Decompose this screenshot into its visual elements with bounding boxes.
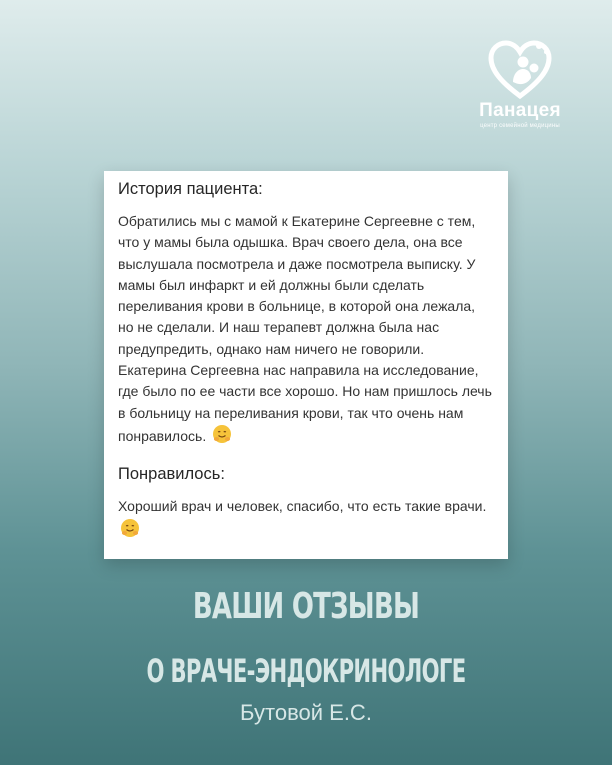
liked-heading: Понравилось: xyxy=(118,465,225,484)
history-heading: История пациента: xyxy=(118,180,263,198)
history-text-block xyxy=(118,211,494,450)
title-line-2: О ВРАЧЕ-ЭНДОКРИНОЛОГЕ xyxy=(146,652,466,690)
history-text: Обратились мы с мамой к Екатерине Сергеевне с тем, что у мамы была одышка. Врач своего дела, она все выслушала посмотрела и даже посмотрела выписку. У мамы был инфаркт и ей должны были сделать переливания крови в больнице, в которой она лежала, но не сделали. И наш терапевт должна была нас предупредить, однако нам ничего не говорили. Екатерина Сергеевна нас направила на исследование, где было по ее части все хорошо. Но нам пришлось лечь в больницу на переливания крови, так что очень нам понравилось. xyxy=(118,213,492,444)
brand-subtitle: центр семейной медицины xyxy=(480,123,560,129)
liked-text-block xyxy=(118,496,494,544)
hugging-face-emoji-icon xyxy=(212,424,232,450)
title-line-1: ВАШИ ОТЗЫВЫ xyxy=(192,586,420,627)
doctor-name: Бутовой Е.С. xyxy=(240,700,372,725)
brand-logo xyxy=(470,38,570,138)
review-card xyxy=(104,171,508,559)
brand-name: Панацея xyxy=(479,100,561,121)
hugging-face-emoji-icon xyxy=(120,518,140,544)
heart-family-logo-icon xyxy=(487,38,553,102)
liked-text: Хороший врач и человек, спасибо, что есть такие врачи. xyxy=(118,498,487,515)
